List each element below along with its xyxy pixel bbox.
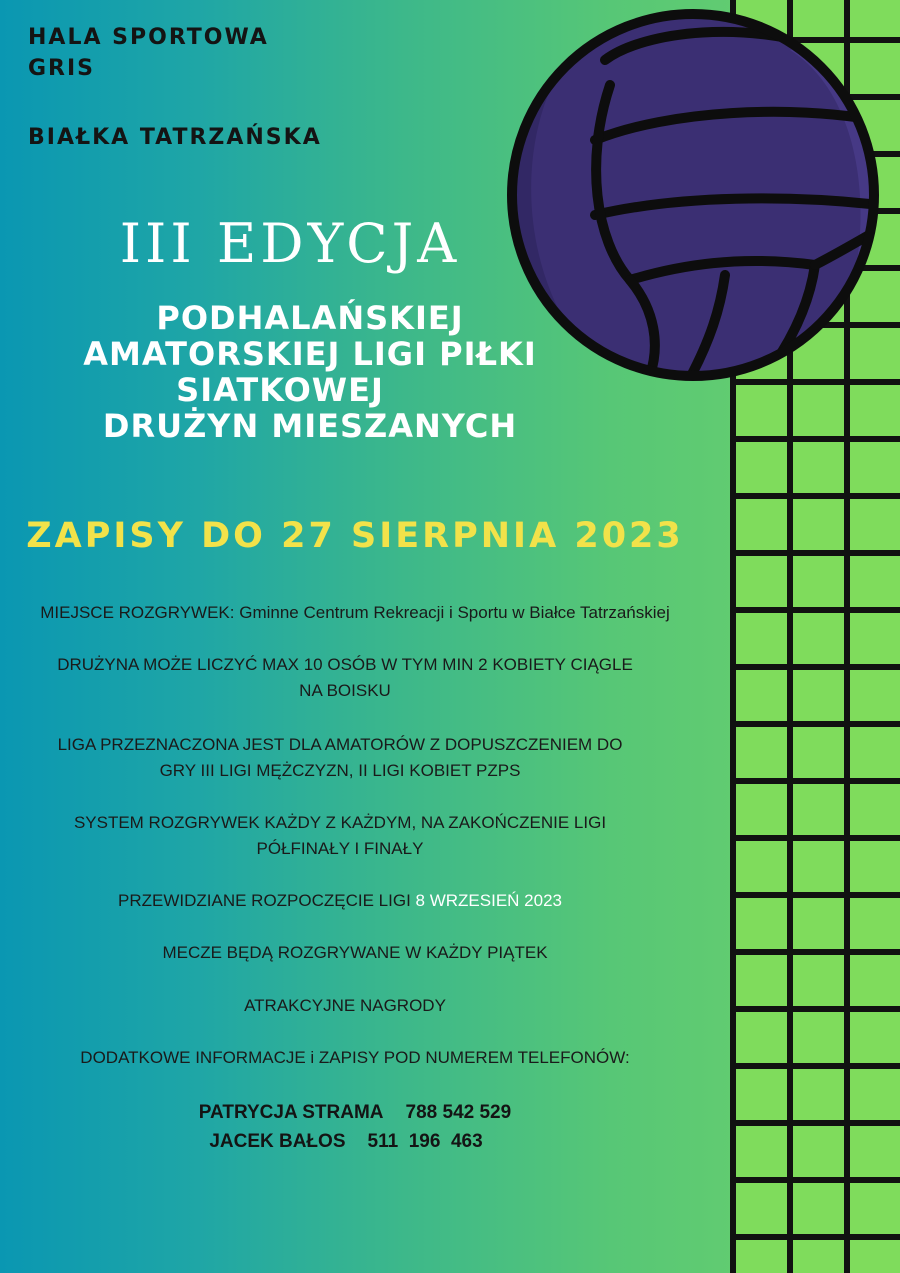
league-title-line: SIATKOWEJ	[176, 371, 384, 409]
signup-deadline: ZAPISY DO 27 SIERPNIA 2023	[26, 516, 684, 556]
info-amateur-line2: GRY III LIGI MĘŻCZYZN, II LIGI KOBIET PZPS	[159, 761, 521, 780]
contact-name: PATRYCJA STRAMA	[198, 1102, 384, 1123]
contact-name: JACEK BAŁOS	[209, 1131, 346, 1152]
info-team-size-line1: DRUŻYNA MOŻE LICZYĆ MAX 10 OSÓB W TYM MIN 2 KOBIETY CIĄGLE	[57, 655, 633, 674]
contact-row	[0, 1127, 710, 1156]
venue-name-line1: HALA SPORTOWA	[28, 25, 269, 50]
info-start	[0, 888, 710, 914]
league-title-line: PODHALAŃSKIEJ	[156, 299, 464, 337]
info-fridays-text: MECZE BĘDĄ ROZGRYWANE W KAŻDY PIĄTEK	[162, 943, 548, 962]
info-more-text: DODATKOWE INFORMACJE i ZAPISY POD NUMEREM TELEFONÓW:	[80, 1048, 630, 1067]
info-more	[0, 1045, 710, 1071]
contact-row	[0, 1098, 710, 1127]
info-fridays	[0, 940, 710, 966]
info-start-line	[0, 888, 710, 914]
venue-place: BIAŁKA TATRZAŃSKA	[28, 125, 322, 150]
league-title	[20, 300, 600, 444]
contact-phone: 511 196 463	[367, 1131, 483, 1152]
info-system	[0, 810, 710, 862]
info-system-line2: PÓŁFINAŁY I FINAŁY	[256, 839, 424, 858]
info-start-label: PRZEWIDZIANE ROZPOCZĘCIE LIGI	[118, 891, 411, 910]
info-system-line1: SYSTEM ROZGRYWEK KAŻDY Z KAŻDYM, NA ZAKOŃCZENIE LIGI	[73, 813, 607, 832]
contact-phone: 788 542 529	[405, 1102, 512, 1123]
info-start-date: 8 WRZESIEŃ 2023	[415, 891, 562, 910]
info-team-size-line2: NA BOISKU	[299, 681, 391, 700]
league-title-line: AMATORSKIEJ LIGI PIŁKI	[83, 335, 537, 373]
info-prizes	[0, 993, 710, 1019]
info-team-size	[0, 652, 710, 704]
info-prizes-text: ATRAKCYJNE NAGRODY	[244, 996, 446, 1015]
edition-title: III EDYCJA	[119, 212, 461, 275]
info-venue	[0, 600, 710, 626]
info-amateur	[0, 732, 710, 784]
league-title-line: DRUŻYN MIESZANYCH	[102, 407, 518, 445]
venue-block	[28, 22, 322, 153]
venue-name-line2: GRIS	[28, 56, 96, 81]
contact-list	[0, 1098, 710, 1156]
info-venue-text: MIEJSCE ROZGRYWEK: Gminne Centrum Rekreacji i Sportu w Białce Tatrzańskiej	[40, 603, 670, 622]
info-amateur-line1: LIGA PRZEZNACZONA JEST DLA AMATORÓW Z DOPUSZCZENIEM DO	[57, 735, 623, 754]
